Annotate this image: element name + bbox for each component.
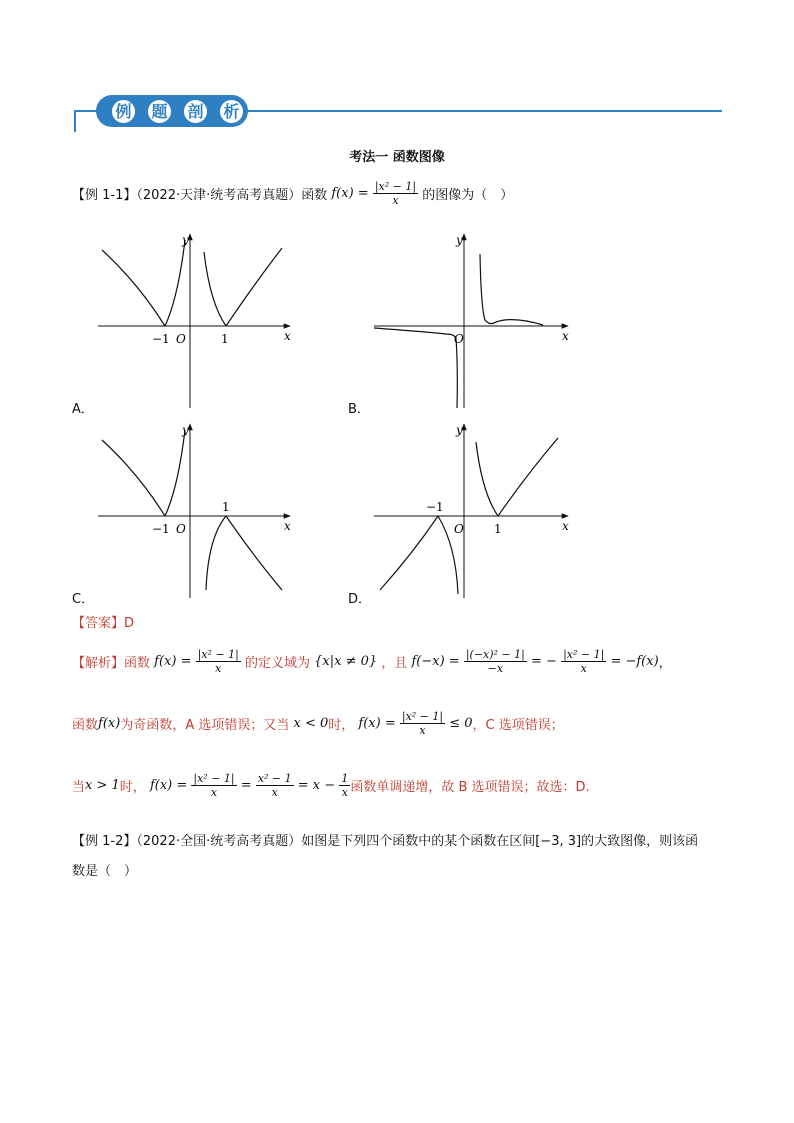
analysis-text: 时， <box>119 780 146 795</box>
analysis-fraction <box>256 772 294 799</box>
curve <box>165 430 185 516</box>
example1-func-lhs: f(x) = <box>331 186 369 201</box>
header-char: 例 <box>110 98 137 125</box>
curve <box>226 516 282 590</box>
fraction-numerator: |x² − 1| <box>193 772 235 785</box>
analysis-fraction <box>191 772 236 799</box>
analysis-condition: x > 1 <box>85 778 120 793</box>
tick-label: 1 <box>494 522 502 536</box>
x-label: x <box>284 519 291 533</box>
analysis-fraction <box>196 648 241 675</box>
graph-b <box>368 228 578 413</box>
fraction-denominator: x <box>341 786 348 799</box>
analysis-eq: = − <box>531 654 557 669</box>
tick-label: −1 <box>426 500 444 514</box>
analysis-fraction <box>464 648 527 675</box>
option-b-label: B． <box>348 402 370 417</box>
header-tick <box>74 110 76 132</box>
option-d-label: D． <box>348 592 372 607</box>
analysis-fx: f(x) <box>98 716 121 731</box>
analysis-eq: = x − <box>297 778 336 793</box>
fraction-denominator: x <box>215 662 222 675</box>
y-label: y <box>456 233 463 247</box>
tick-label: −1 <box>152 332 170 346</box>
origin-label: O <box>176 332 186 346</box>
analysis-condition: x < 0 <box>293 716 329 731</box>
analysis-text: ，且 <box>381 656 408 671</box>
fraction-numerator: |x² − 1| <box>197 648 239 661</box>
fraction-denominator: x <box>580 662 587 675</box>
header-char: 剖 <box>182 98 209 125</box>
analysis-le: ≤ 0 <box>449 716 473 731</box>
graph-d <box>368 418 578 603</box>
analysis-text: ， <box>658 656 672 671</box>
curve <box>498 438 558 516</box>
curve <box>480 254 543 325</box>
fraction-numerator: x² − 1 <box>257 772 292 785</box>
x-label: x <box>284 329 291 343</box>
analysis-fneg: f(−x) = <box>411 654 460 669</box>
analysis-text: 函数 <box>124 656 151 671</box>
curve <box>165 240 185 326</box>
header-char: 析 <box>218 98 245 125</box>
analysis-func-lhs: f(x) = <box>358 716 396 731</box>
curve <box>102 250 165 326</box>
example2-label: 【例 1-2】 <box>72 834 137 849</box>
example2-text: （2022·全国·统考高考真题）如图是下列四个函数中的某个函数在区间[−3, 3]的大致图像，则该函 <box>136 834 699 849</box>
fraction-numerator: |x² − 1| <box>374 180 417 193</box>
curve <box>206 516 226 590</box>
domain-set: {x|x ≠ 0} <box>314 654 378 669</box>
header-char: 题 <box>146 98 173 125</box>
graph-c <box>90 418 300 603</box>
analysis-text: 为奇函数，A 选项错误；又当 <box>120 718 290 733</box>
curve <box>204 252 226 326</box>
analysis-line-1 <box>72 648 672 675</box>
example1-source: （2022·天津·统考高考真题）函数 <box>136 188 328 203</box>
fraction-numerator: |(−x)² − 1| <box>465 648 525 661</box>
analysis-func-lhs: f(x) = <box>154 654 192 669</box>
example1-tail: 的图像为（ ） <box>422 188 514 203</box>
fraction-denominator: x <box>271 786 278 799</box>
analysis-text: 函数单调递增，故 B 选项错误；故选：D. <box>350 780 590 795</box>
analysis-line-2 <box>72 710 564 737</box>
analysis-text: 函数 <box>72 718 99 733</box>
fraction-numerator: 1 <box>341 772 349 785</box>
fraction-numerator: |x² − 1| <box>401 710 444 723</box>
header-title <box>110 98 245 125</box>
tick-label: −1 <box>152 522 170 536</box>
curve <box>380 516 438 590</box>
y-label: y <box>182 423 189 437</box>
example2-line-1 <box>72 830 698 849</box>
section-title: 考法一 函数图像 <box>349 150 445 165</box>
analysis-text: 当 <box>72 780 86 795</box>
y-label: y <box>456 423 463 437</box>
analysis-eq: = −f(x) <box>610 654 659 669</box>
x-label: x <box>562 519 569 533</box>
option-c-label: C． <box>72 592 95 607</box>
analysis-line-3: 当x > 1时， f(x) = $\frac{\text{|x² − 1|}}{x}$ = $\frac{\text{x² − 1}}{x}$ = x − $\frac{1}{x}$ 函数单调递增，故 B 选项错误；故选：D. <box>72 772 590 799</box>
analysis-fraction <box>339 772 350 799</box>
fraction-denominator: x <box>419 724 426 737</box>
y-label: y <box>182 233 189 247</box>
example1-label: 【例 1-1】 <box>72 188 137 203</box>
origin-label: O <box>454 332 464 346</box>
curve <box>226 248 282 326</box>
answer-label: 【答案】 <box>72 616 125 631</box>
graph-a <box>90 228 300 413</box>
curve <box>374 328 457 408</box>
curve <box>476 442 498 516</box>
option-a-label: A． <box>72 402 94 417</box>
analysis-label: 【解析】 <box>72 656 125 671</box>
analysis-fraction <box>400 710 445 737</box>
fraction-denominator: −x <box>487 662 504 675</box>
analysis-text: ，C 选项错误； <box>472 718 564 733</box>
origin-label: O <box>454 522 464 536</box>
answer-value: D <box>124 616 135 631</box>
fraction-denominator: x <box>392 194 399 207</box>
example1-fraction <box>373 180 418 207</box>
analysis-func-lhs: f(x) = <box>149 778 188 793</box>
example1-question <box>72 180 513 207</box>
example2-line-2: 数是（ ） <box>72 864 138 879</box>
analysis-fraction <box>561 648 606 675</box>
analysis-text: 的定义域为 <box>245 656 311 671</box>
fraction-denominator: x <box>210 786 218 799</box>
x-label: x <box>562 329 569 343</box>
analysis-text: 时， <box>328 718 355 733</box>
tick-label: 1 <box>221 332 229 346</box>
tick-label: 1 <box>222 500 230 514</box>
curve <box>102 440 165 516</box>
origin-label: O <box>176 522 186 536</box>
fraction-numerator: |x² − 1| <box>563 648 605 661</box>
answer <box>72 612 134 631</box>
